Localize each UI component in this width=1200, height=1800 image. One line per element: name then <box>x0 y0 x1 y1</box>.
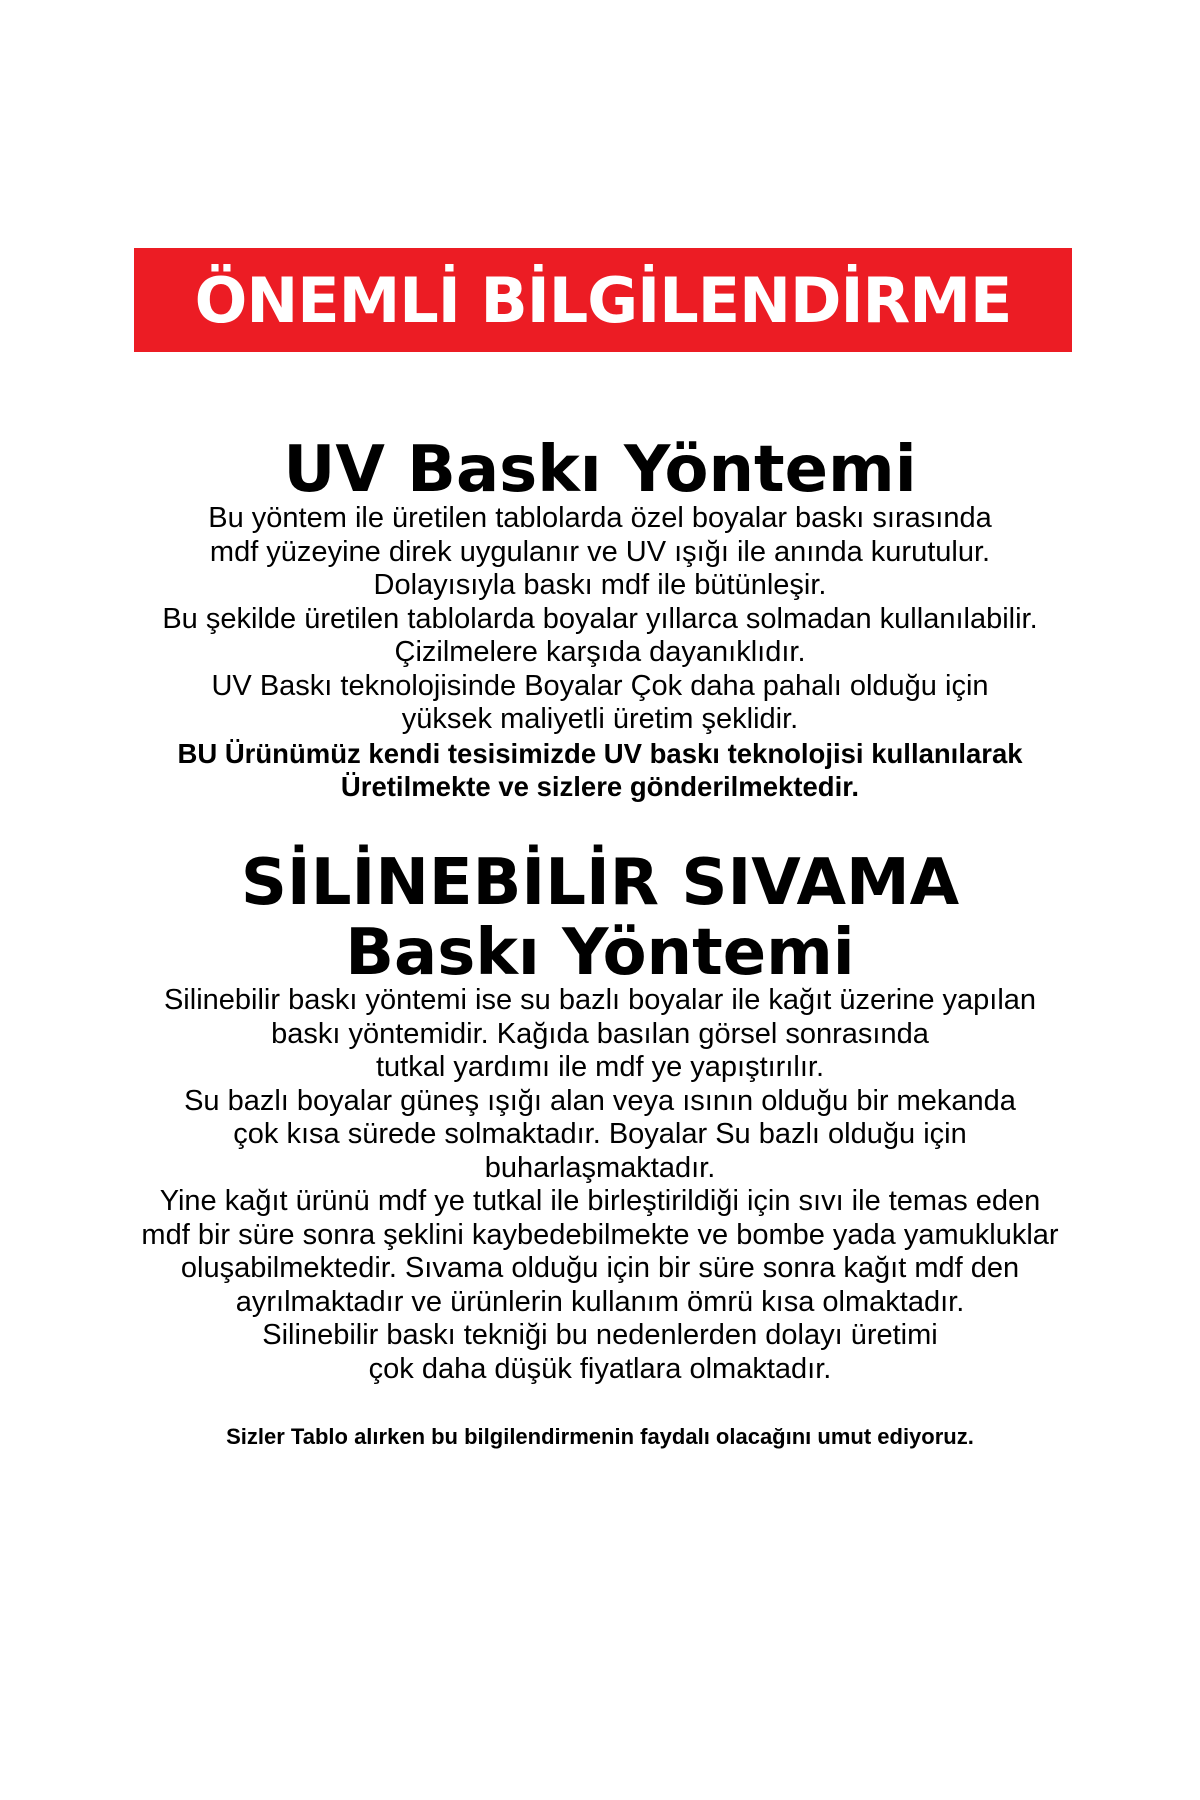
uv-heading: UV Baskı Yöntemi <box>283 433 917 507</box>
uv-line: mdf yüzeyine direk uygulanır ve UV ışığı ile anında kurutulur. <box>209 535 991 568</box>
erasable-line: tutkal yardımı ile mdf ye yapıştırılır. <box>375 1051 825 1083</box>
uv-bold-line: Üretilmekte ve sizlere gönderilmektedir. <box>340 771 860 802</box>
closing-note: Sizler Tablo alırken bu bilgilendirmenin faydalı olacağını umut ediyoruz. <box>226 1424 974 1449</box>
uv-line: UV Baskı teknolojisinde Boyalar Çok daha pahalı olduğu için <box>211 669 989 702</box>
uv-description <box>0 502 1200 804</box>
erasable-line: Silinebilir baskı yöntemi ise su bazlı boyalar ile kağıt üzerine yapılan <box>163 984 1037 1016</box>
erasable-print-section <box>0 848 1200 1386</box>
erasable-line: oluşabilmektedir. Sıvama olduğu için bir süre sonra kağıt mdf den <box>180 1252 1020 1284</box>
erasable-line: baskı yöntemidir. Kağıda basılan görsel sonrasında <box>271 1017 929 1050</box>
notice-banner <box>134 248 1072 352</box>
erasable-line: çok daha düşük fiyatlara olmaktadır. <box>368 1352 832 1385</box>
erasable-heading-line2: Baskı Yöntemi <box>345 916 855 990</box>
banner-title: ÖNEMLİ BİLGİLENDİRME <box>194 263 1012 337</box>
erasable-line: çok kısa sürede solmaktadır. Boyalar Su bazlı olduğu için <box>233 1118 967 1150</box>
uv-line: Bu yöntem ile üretilen tablolarda özel boyalar baskı sırasında <box>208 502 992 534</box>
erasable-line: Silinebilir baskı tekniği bu nedenlerden dolayı üretimi <box>262 1319 938 1351</box>
uv-line: yüksek maliyetli üretim şeklidir. <box>401 703 799 735</box>
uv-line: Dolayısıyla baskı mdf ile bütünleşir. <box>373 569 827 601</box>
uv-line: Çizilmelere karşıda dayanıklıdır. <box>394 636 806 668</box>
erasable-line: mdf bir süre sonra şeklini kaybedebilmekte ve bombe yada yamukluklar <box>141 1218 1059 1251</box>
erasable-heading-line1: SİLİNEBİLİR SIVAMA <box>240 846 960 920</box>
uv-bold-line: BU Ürünümüz kendi tesisimizde UV baskı teknolojisi kullanılarak <box>177 737 1023 769</box>
erasable-line: Yine kağıt ürünü mdf ye tutkal ile birleştirildiği için sıvı ile temas eden <box>159 1185 1041 1217</box>
uv-line: Bu şekilde üretilen tablolarda boyalar yıllarca solmadan kullanılabilir. <box>162 602 1038 635</box>
uv-print-section <box>0 433 1200 804</box>
erasable-line: ayrılmaktadır ve ürünlerin kullanım ömrü kısa olmaktadır. <box>235 1285 965 1318</box>
erasable-description <box>0 984 1200 1386</box>
erasable-line: Su bazlı boyalar güneş ışığı alan veya ısının olduğu bir mekanda <box>184 1084 1016 1117</box>
erasable-line: buharlaşmaktadır. <box>484 1151 716 1184</box>
